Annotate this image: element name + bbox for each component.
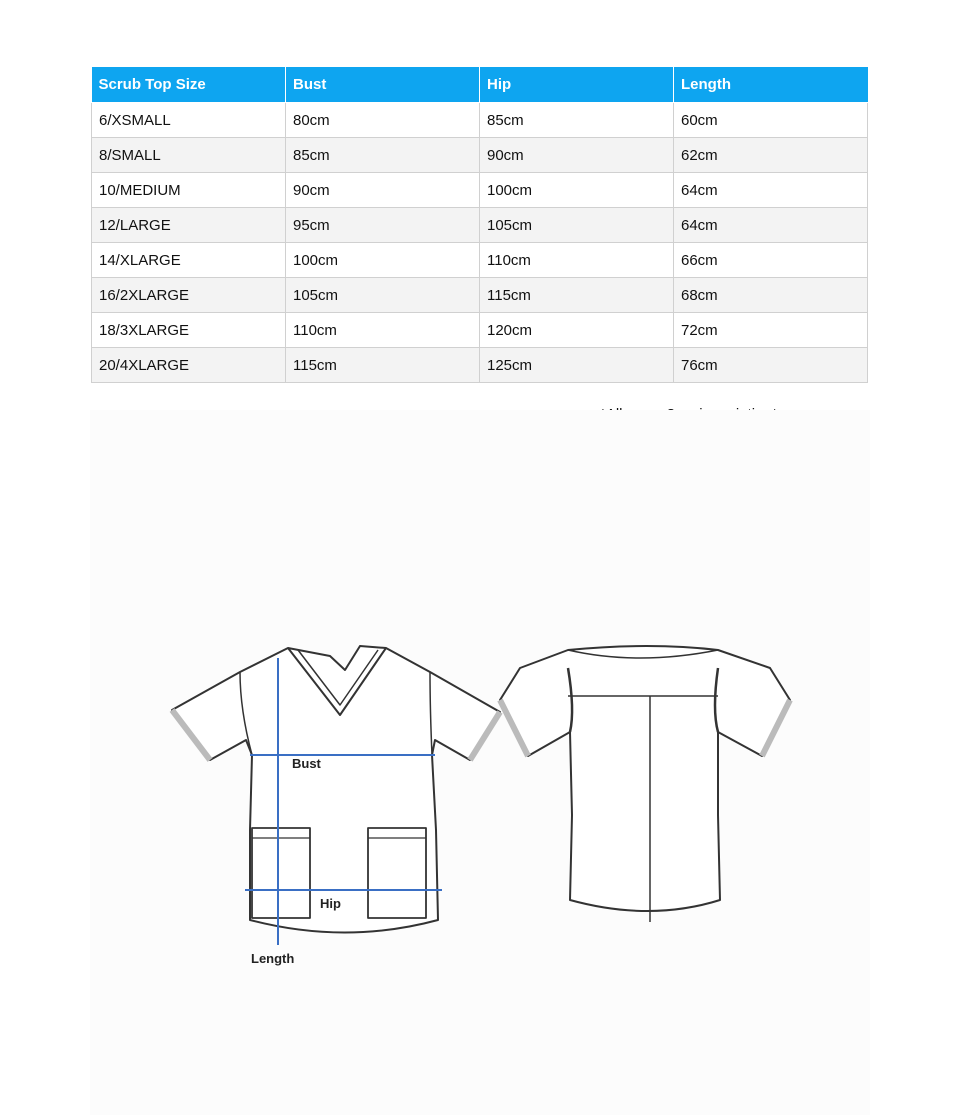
length-label: Length xyxy=(251,951,295,966)
size-chart-table xyxy=(91,67,868,383)
cell-bust: 80cm xyxy=(286,103,480,138)
cell-bust: 85cm xyxy=(286,138,480,173)
cell-length: 64cm xyxy=(674,208,868,243)
bust-label: Bust xyxy=(292,756,321,771)
cell-hip: 125cm xyxy=(480,348,674,383)
cell-bust: 95cm xyxy=(286,208,480,243)
table-row xyxy=(92,173,868,208)
table-row xyxy=(92,348,868,383)
cell-bust: 115cm xyxy=(286,348,480,383)
cell-length: 62cm xyxy=(674,138,868,173)
table-row xyxy=(92,208,868,243)
cell-bust: 110cm xyxy=(286,313,480,348)
hip-label: Hip xyxy=(320,896,341,911)
table-row xyxy=(92,103,868,138)
cell-size: 20/4XLARGE xyxy=(92,348,286,383)
cell-size: 14/XLARGE xyxy=(92,243,286,278)
header-hip: Hip xyxy=(480,67,674,103)
scrub-back-view xyxy=(500,646,790,922)
cell-length: 68cm xyxy=(674,278,868,313)
cell-hip: 120cm xyxy=(480,313,674,348)
cell-bust: 105cm xyxy=(286,278,480,313)
cell-hip: 90cm xyxy=(480,138,674,173)
table-row xyxy=(92,138,868,173)
cell-length: 64cm xyxy=(674,173,868,208)
cell-size: 16/2XLARGE xyxy=(92,278,286,313)
cell-size: 12/LARGE xyxy=(92,208,286,243)
cell-hip: 115cm xyxy=(480,278,674,313)
cell-hip: 105cm xyxy=(480,208,674,243)
cell-length: 60cm xyxy=(674,103,868,138)
scrub-diagram xyxy=(90,410,870,1115)
cell-bust: 100cm xyxy=(286,243,480,278)
header-bust: Bust xyxy=(286,67,480,103)
cell-size: 10/MEDIUM xyxy=(92,173,286,208)
cell-length: 66cm xyxy=(674,243,868,278)
right-pocket xyxy=(368,828,426,918)
cell-bust: 90cm xyxy=(286,173,480,208)
header-length: Length xyxy=(674,67,868,103)
scrub-top-illustration xyxy=(90,410,870,1115)
header-size: Scrub Top Size xyxy=(92,67,286,103)
table-header-row xyxy=(92,67,868,103)
cell-size: 6/XSMALL xyxy=(92,103,286,138)
cell-hip: 110cm xyxy=(480,243,674,278)
table-row xyxy=(92,313,868,348)
cell-size: 18/3XLARGE xyxy=(92,313,286,348)
left-pocket xyxy=(252,828,310,918)
cell-length: 76cm xyxy=(674,348,868,383)
table-row xyxy=(92,243,868,278)
cell-hip: 85cm xyxy=(480,103,674,138)
cell-hip: 100cm xyxy=(480,173,674,208)
cell-size: 8/SMALL xyxy=(92,138,286,173)
cell-length: 72cm xyxy=(674,313,868,348)
table-row xyxy=(92,278,868,313)
